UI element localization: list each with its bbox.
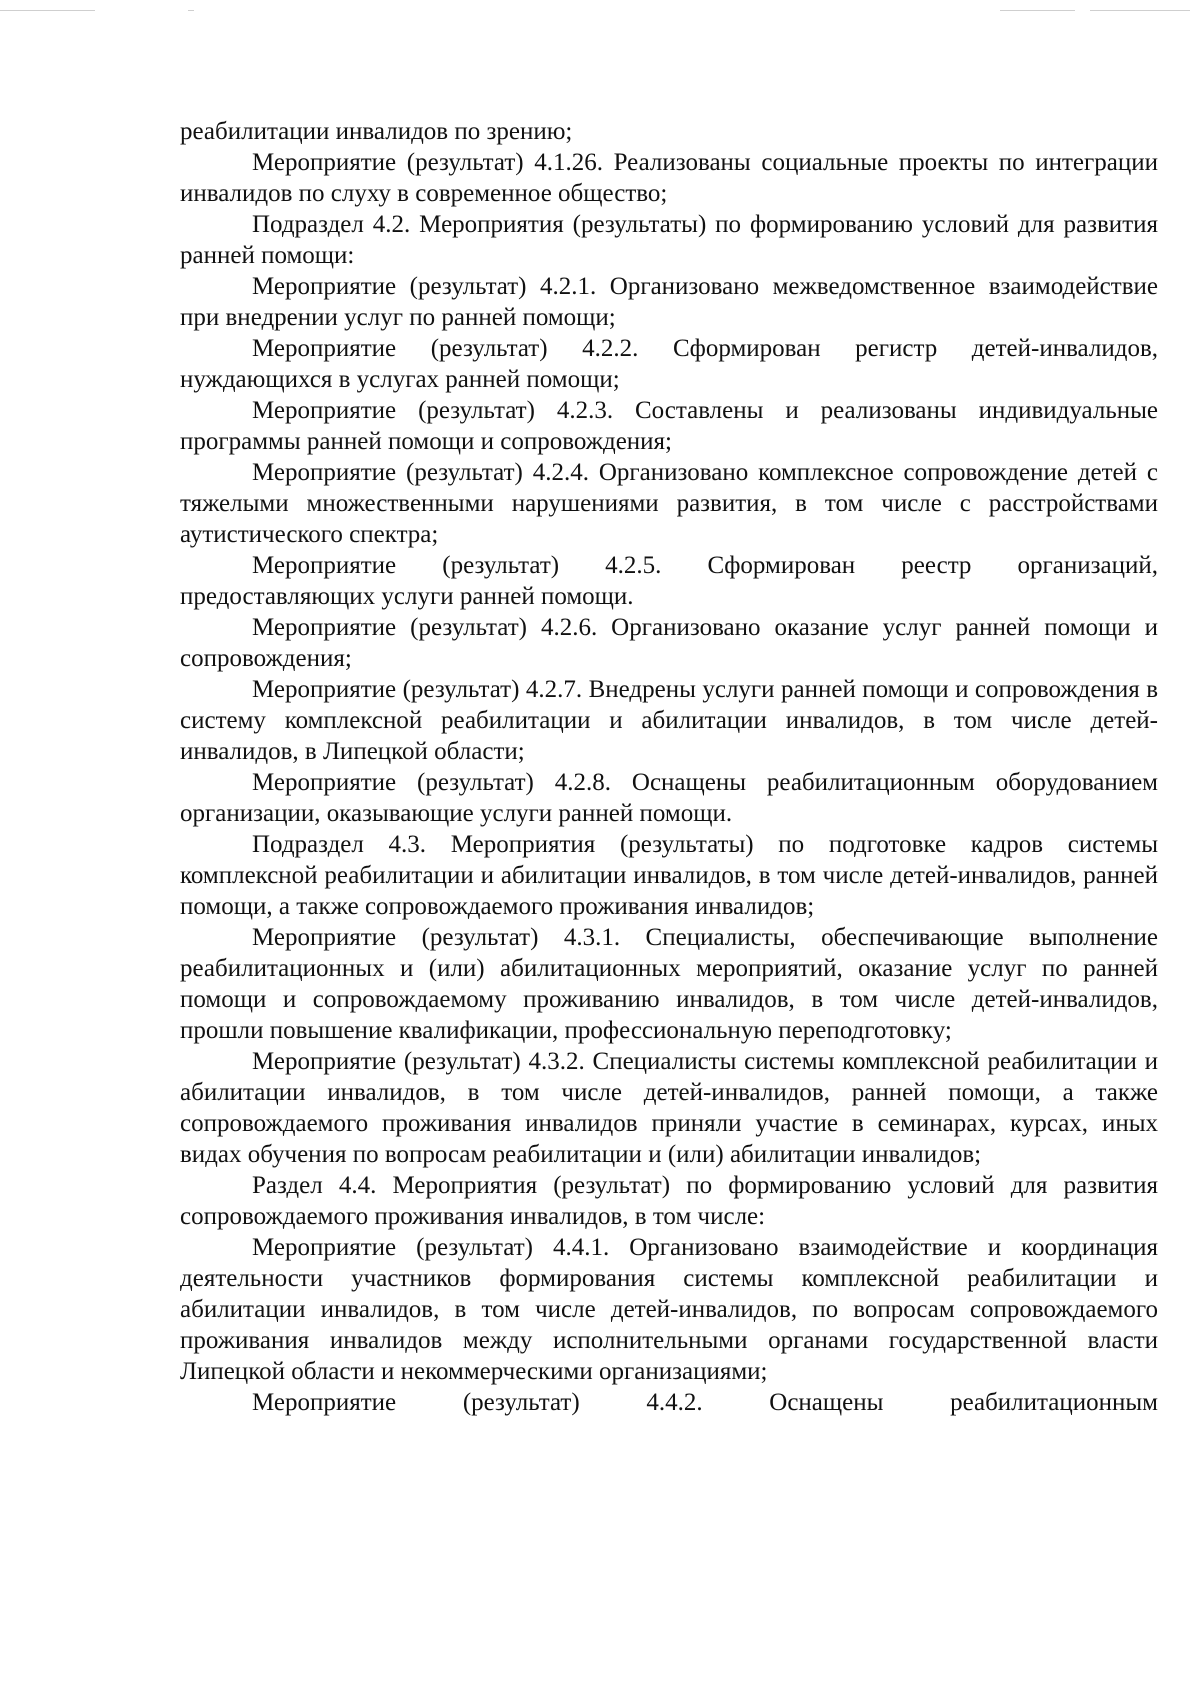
scan-artifact — [188, 10, 194, 11]
paragraph: Мероприятие (результат) 4.3.1. Специалисты, обеспечивающие выполнение реабилитационных и (или) абилитационных мероприятий, оказание услуг по ранней помощи и сопровождаемому проживанию инвалидов, в том числе детей-инвалидов, прошли повышение квалификации, профессиональную переподготовку; — [180, 924, 1158, 1044]
scan-artifact — [1090, 10, 1190, 11]
paragraph: Мероприятие (результат) 4.2.7. Внедрены услуги ранней помощи и сопровождения в систему комплексной реабилитации и абилитации инвалидов, в том числе детей-инвалидов, в Липецкой области; — [180, 676, 1158, 765]
paragraph: Мероприятие (результат) 4.2.8. Оснащены реабилитационным оборудованием организации, оказывающие услуги ранней помощи. — [180, 769, 1158, 827]
paragraph: Мероприятие (результат) 4.2.3. Составлены и реализованы индивидуальные программы ранней помощи и сопровождения; — [180, 397, 1158, 455]
paragraph: Мероприятие (результат) 4.3.2. Специалисты системы комплексной реабилитации и абилитации инвалидов, в том числе детей-инвалидов, ранней помощи, а также сопровождаемого проживания инвалидов приняли участие в семинарах, курсах, иных видах обучения по вопросам реабилитации и (или) абилитации инвалидов; — [180, 1048, 1158, 1168]
paragraph: реабилитации инвалидов по зрению; — [180, 118, 573, 145]
paragraph: Мероприятие (результат) 4.2.4. Организовано комплексное сопровождение детей с тяжелыми множественными нарушениями развития, в том числе с расстройствами аутистического спектра; — [180, 459, 1158, 548]
paragraph: Мероприятие (результат) 4.4.1. Организовано взаимодействие и координация деятельности участников формирования системы комплексной реабилитации и абилитации инвалидов, в том числе детей-инвалидов, по вопросам сопровождаемого проживания инвалидов между исполнительными органами государственной власти Липецкой области и некоммерческими организациями; — [180, 1234, 1158, 1385]
paragraph: Раздел 4.4. Мероприятия (результат) по формированию условий для развития сопровождаемого проживания инвалидов, в том числе: — [180, 1172, 1158, 1230]
paragraph: Мероприятие (результат) 4.4.2. Оснащены реабилитационным — [252, 1389, 1158, 1416]
paragraph: Подраздел 4.2. Мероприятия (результаты) по формированию условий для развития ранней помощи: — [180, 211, 1158, 269]
paragraph: Мероприятие (результат) 4.1.26. Реализованы социальные проекты по интеграции инвалидов по слуху в современное общество; — [180, 149, 1158, 207]
document-body — [180, 116, 1158, 1418]
paragraph: Мероприятие (результат) 4.2.1. Организовано межведомственное взаимодействие при внедрении услуг по ранней помощи; — [180, 273, 1158, 331]
paragraph: Подраздел 4.3. Мероприятия (результаты) по подготовке кадров системы комплексной реабилитации и абилитации инвалидов, в том числе детей-инвалидов, ранней помощи, а также сопровождаемого проживания инвалидов; — [180, 831, 1158, 920]
paragraph: Мероприятие (результат) 4.2.6. Организовано оказание услуг ранней помощи и сопровождения; — [180, 614, 1158, 672]
scan-artifact — [1000, 10, 1075, 11]
scan-artifact — [0, 10, 95, 11]
paragraph: Мероприятие (результат) 4.2.2. Сформирован регистр детей-инвалидов, нуждающихся в услугах ранней помощи; — [180, 335, 1158, 393]
paragraph: Мероприятие (результат) 4.2.5. Сформирован реестр организаций, предоставляющих услуги ранней помощи. — [180, 552, 1158, 610]
